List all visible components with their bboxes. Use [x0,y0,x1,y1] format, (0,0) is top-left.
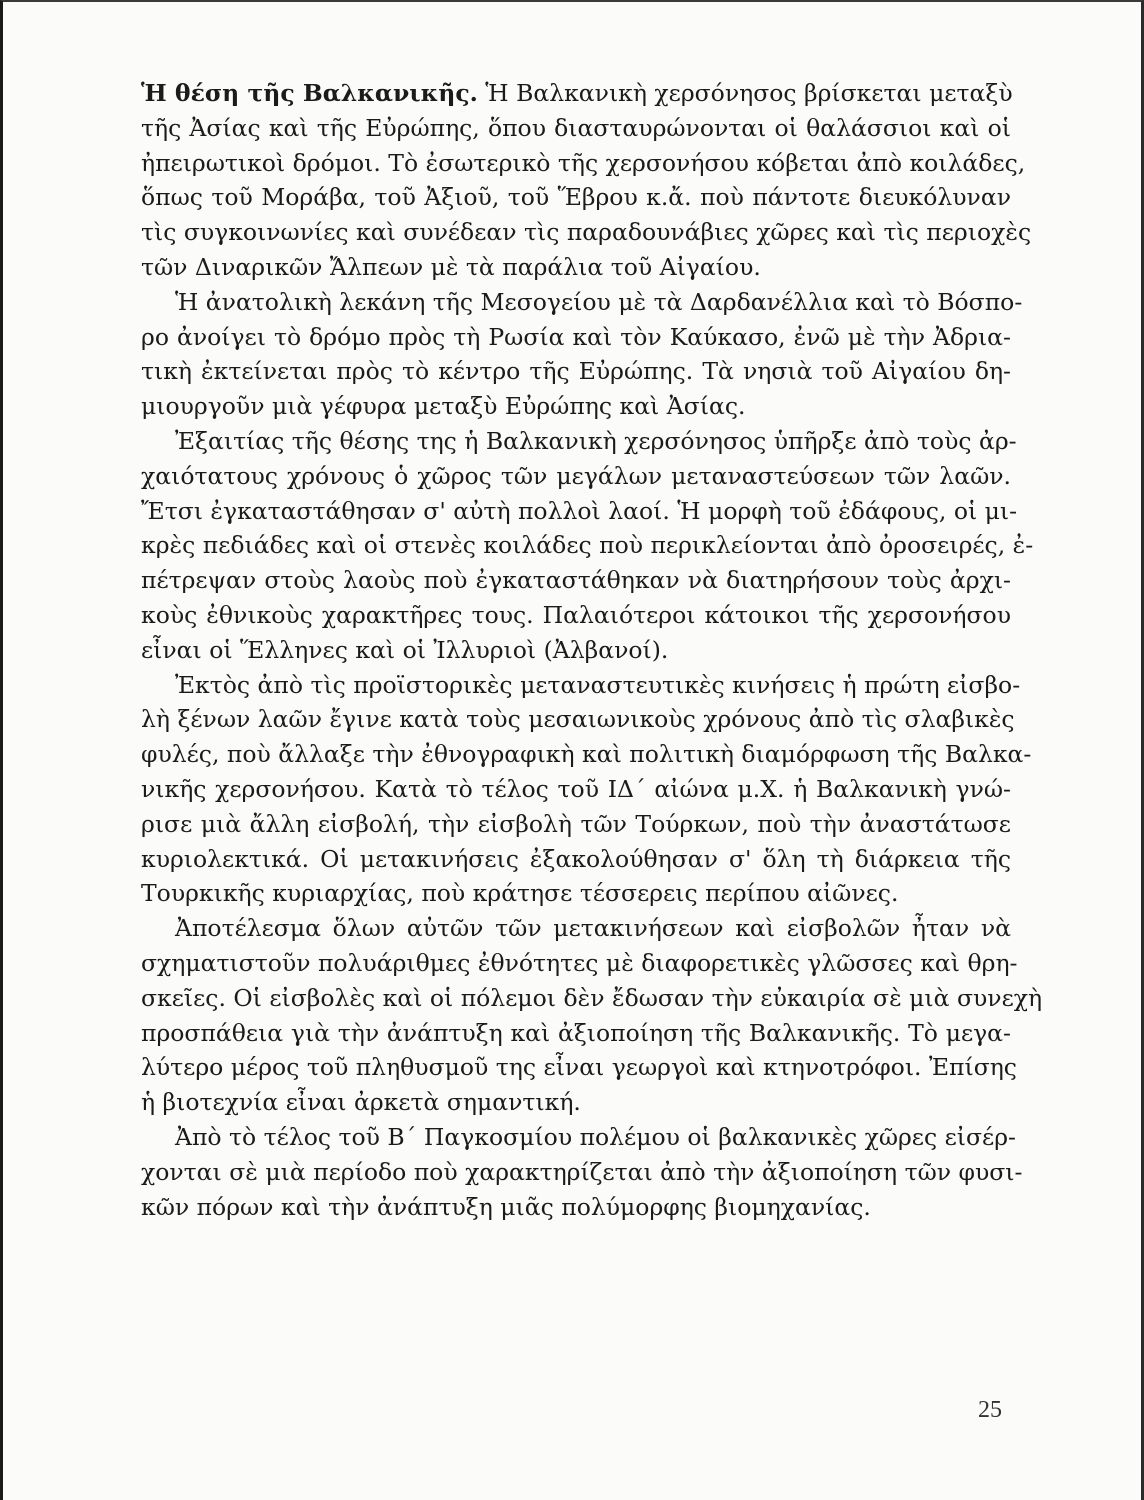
paragraph-2 [141,285,1023,424]
text-line: ὅπως τοῦ Μοράβα, τοῦ Ἀξιοῦ, τοῦ Ἕβρου κ.ἄ. ποὺ πάντοτε διευκόλυναν [141,183,1011,212]
text-line: ἡ βιοτεχνία εἶναι ἀρκετὰ σημαντική. [141,1088,581,1117]
text-line: Ἔτσι ἐγκαταστάθησαν σ' αὐτὴ πολλοὶ λαοί. Ἡ μορφὴ τοῦ ἐδάφους, οἱ μι- [141,496,1018,525]
paragraph-1 [141,76,1032,285]
body-text [141,76,1043,1224]
paragraph-4 [141,668,1032,912]
paragraph-3 [141,424,1034,668]
text-line: ρισε μιὰ ἄλλη εἰσβολή, τὴν εἰσβολὴ τῶν Τούρκων, ποὺ τὴν ἀναστάτωσε [141,809,1011,838]
text-line: τικὴ ἐκτείνεται πρὸς τὸ κέντρο τῆς Εὐρώπης. Τὰ νησιὰ τοῦ Αἰγαίου δη- [141,357,1011,386]
text-line: λὴ ξένων λαῶν ἔγινε κατὰ τοὺς μεσαιωνικοὺς χρόνους ἀπὸ τὶς σλαβικὲς [141,705,1015,734]
text-line: κῶν πόρων καὶ τὴν ἀνάπτυξη μιᾶς πολύμορφης βιομηχανίας. [141,1192,871,1221]
text-line: σκεῖες. Οἱ εἰσβολὲς καὶ οἱ πόλεμοι δὲν ἔδωσαν τὴν εὐκαιρία σὲ μιὰ συνεχὴ [141,983,1043,1012]
text-line: Ἐκτὸς ἀπὸ τὶς προϊστορικὲς μεταναστευτικὲς κινήσεις ἡ πρώτη εἰσβο- [175,670,1021,699]
text-line: κυριολεκτικά. Οἱ μετακινήσεις ἐξακολούθησαν σ' ὅλη τὴ διάρκεια τῆς [141,844,1011,873]
text-line: Ἀποτέλεσμα ὅλων αὐτῶν τῶν μετακινήσεων καὶ εἰσβολῶν ἦταν νὰ [175,914,1011,943]
text-line: προσπάθεια γιὰ τὴν ἀνάπτυξη καὶ ἀξιοποίηση τῆς Βαλκανικῆς. Τὸ μεγα- [141,1018,1011,1047]
text-line: τῆς Ἀσίας καὶ τῆς Εὐρώπης, ὅπου διασταυρώνονται οἱ θαλάσσιοι καὶ οἱ [141,113,1011,142]
text-line: λύτερο μέρος τοῦ πληθυσμοῦ της εἶναι γεωργοὶ καὶ κτηνοτρόφοι. Ἐπίσης [141,1053,1017,1082]
text-line: Ἀπὸ τὸ τέλος τοῦ Β΄ Παγκοσμίου πολέμου οἱ βαλκανικὲς χῶρες εἰσέρ- [175,1122,1016,1151]
text-line: κοὺς ἐθνικοὺς χαρακτῆρες τους. Παλαιότεροι κάτοικοι τῆς χερσονήσου [141,600,1011,629]
text-line: ρο ἀνοίγει τὸ δρόμο πρὸς τὴ Ρωσία καὶ τὸν Καύκασο, ἐνῶ μὲ τὴν Ἀδρια- [141,322,1011,351]
text-line: χονται σὲ μιὰ περίοδο ποὺ χαρακτηρίζεται ἀπὸ τὴν ἀξιοποίηση τῶν φυσι- [141,1157,1023,1186]
text-line: εἶναι οἱ Ἕλληνες καὶ οἱ Ἰλλυριοὶ (Ἀλβανοί). [141,635,669,664]
text-line: τὶς συγκοινωνίες καὶ συνέδεαν τὶς παραδουνάβιες χῶρες καὶ τὶς περιοχὲς [141,218,1032,247]
paragraph-6 [141,1120,1023,1224]
text-line: Τουρκικῆς κυριαρχίας, ποὺ κράτησε τέσσερεις περίπου αἰῶνες. [141,879,899,908]
page-number: 25 [978,1397,1002,1423]
text-line: Ἡ ἀνατολικὴ λεκάνη τῆς Μεσογείου μὲ τὰ Δαρδανέλλια καὶ τὸ Βόσπο- [175,287,1023,316]
text-line: ἠπειρωτικοὶ δρόμοι. Τὸ ἐσωτερικὸ τῆς χερσονήσου κόβεται ἀπὸ κοιλάδες, [141,148,1026,177]
text-line: τῶν Διναρικῶν Ἄλπεων μὲ τὰ παράλια τοῦ Αἰγαίου. [141,252,761,281]
text-line: σχηματιστοῦν πολυάριθμες ἐθνότητες μὲ διαφορετικὲς γλῶσσες καὶ θρη- [141,948,1018,977]
text-line: φυλές, ποὺ ἄλλαξε τὴν ἐθνογραφικὴ καὶ πολιτικὴ διαμόρφωση τῆς Βαλκα- [141,740,1032,769]
section-title: Ἡ θέση τῆς Βαλκανικῆς. [141,79,478,107]
text-line: νικῆς χερσονήσου. Κατὰ τὸ τέλος τοῦ ΙΔ΄ αἰώνα μ.Χ. ἡ Βαλκανικὴ γνώ- [141,774,1011,803]
text-line: πέτρεψαν στοὺς λαοὺς ποὺ ἐγκαταστάθηκαν νὰ διατηρήσουν τοὺς ἀρχι- [141,566,1011,595]
paragraph-5 [141,911,1043,1120]
text-line: χαιότατους χρόνους ὁ χῶρος τῶν μεγάλων μεταναστεύσεων τῶν λαῶν. [141,461,1011,490]
text-line [141,76,1011,111]
text-line: κρὲς πεδιάδες καὶ οἱ στενὲς κοιλάδες ποὺ περικλείονται ἀπὸ ὀροσειρές, ἐ- [141,531,1034,560]
text-line-segment: Ἡ Βαλκανικὴ χερσόνησος βρίσκεται μεταξὺ [477,79,1013,107]
text-line: Ἐξαιτίας τῆς θέσης της ἡ Βαλκανικὴ χερσόνησος ὑπῆρξε ἀπὸ τοὺς ἀρ- [175,426,1017,455]
text-line: μιουργοῦν μιὰ γέφυρα μεταξὺ Εὐρώπης καὶ Ἀσίας. [141,392,746,421]
